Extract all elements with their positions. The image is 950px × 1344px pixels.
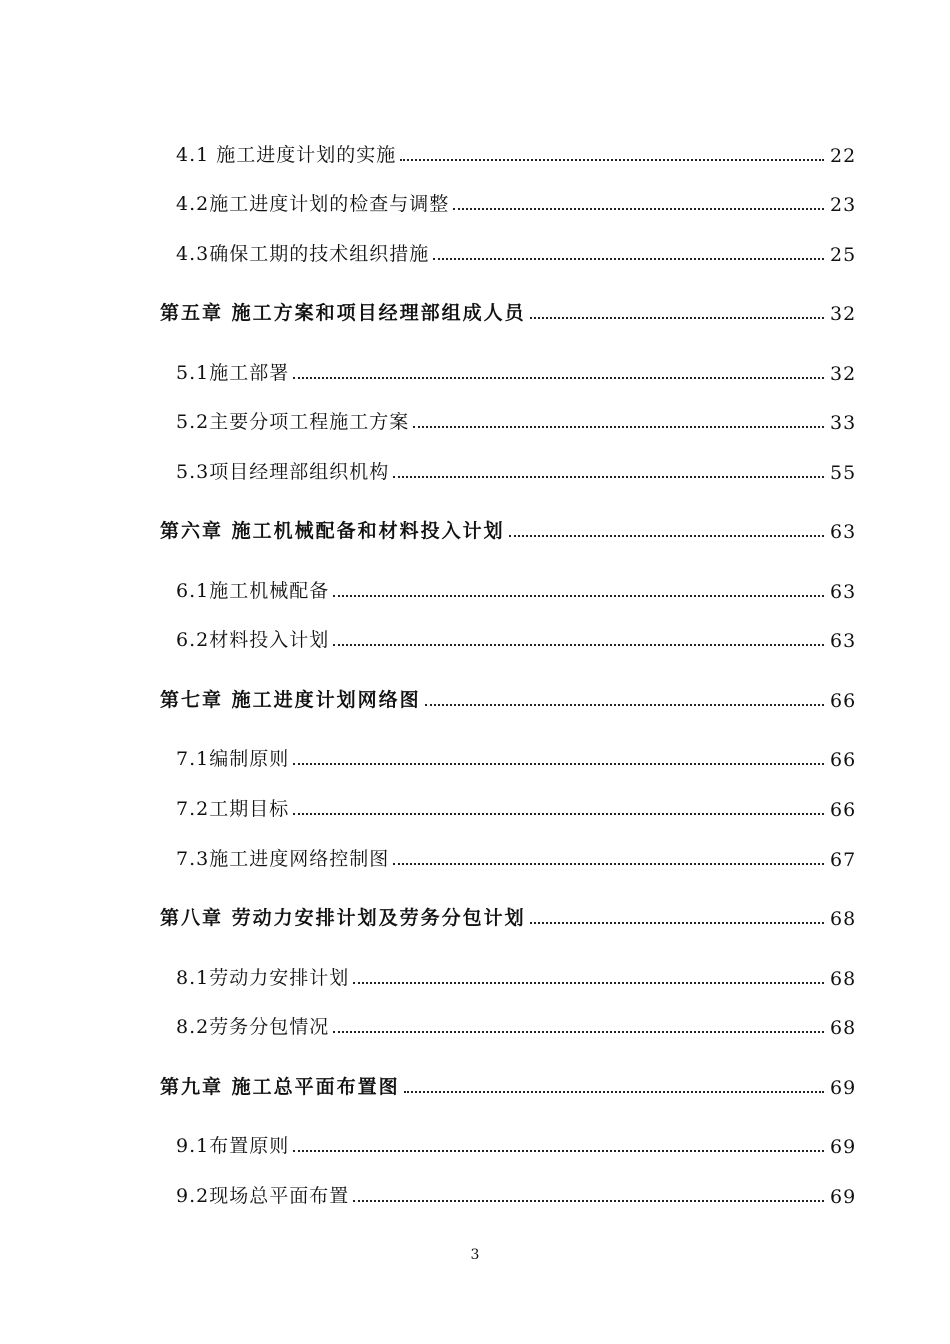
dot-leader	[530, 922, 824, 924]
toc-entry-label: 8.2劳务分包情况	[176, 1016, 330, 1038]
toc-entry-page: 69	[830, 1136, 857, 1158]
toc-entry[interactable]	[0, 1178, 950, 1208]
toc-entry[interactable]	[0, 404, 950, 434]
dot-leader	[453, 208, 824, 210]
dot-leader	[530, 317, 824, 319]
dot-leader	[293, 763, 824, 765]
toc-entry-page: 25	[830, 244, 857, 266]
toc-entry[interactable]	[0, 1128, 950, 1158]
toc-entry[interactable]	[0, 236, 950, 266]
dot-leader	[293, 1150, 824, 1152]
toc-entry-page: 69	[830, 1186, 857, 1208]
dot-leader	[413, 426, 824, 428]
toc-entry-label: 5.1施工部署	[176, 362, 290, 384]
toc-entry-page: 32	[830, 303, 857, 325]
toc-chapter-label: 第七章 施工进度计划网络图	[160, 689, 421, 711]
toc-entry-label: 5.2主要分项工程施工方案	[176, 411, 410, 433]
toc-entry[interactable]	[0, 622, 950, 652]
toc-entry-page: 55	[830, 462, 857, 484]
toc-entry-page: 68	[830, 1017, 857, 1039]
dot-leader	[425, 704, 824, 706]
toc-entry-label: 6.2材料投入计划	[176, 629, 330, 651]
toc-chapter-entry[interactable]	[0, 295, 950, 325]
toc-entry[interactable]	[0, 1009, 950, 1039]
toc-entry-label: 8.1劳动力安排计划	[176, 967, 350, 989]
toc-entry-page: 69	[830, 1077, 857, 1099]
dot-leader	[293, 377, 824, 379]
toc-chapter-entry[interactable]	[0, 1069, 950, 1099]
toc-entry-page: 66	[830, 799, 857, 821]
dot-leader	[393, 863, 824, 865]
toc-entry-page: 63	[830, 630, 857, 652]
toc-entry-label: 9.1布置原则	[176, 1135, 290, 1157]
toc-entry[interactable]	[0, 791, 950, 821]
toc-entry-page: 66	[830, 690, 857, 712]
toc-entry-label: 5.3项目经理部组织机构	[176, 461, 390, 483]
toc-entry-label: 7.1编制原则	[176, 748, 290, 770]
toc-chapter-entry[interactable]	[0, 682, 950, 712]
toc-chapter-label: 第五章 施工方案和项目经理部组成人员	[160, 302, 526, 324]
dot-leader	[293, 813, 824, 815]
toc-entry-page: 63	[830, 581, 857, 603]
toc-entry-label: 7.3施工进度网络控制图	[176, 848, 390, 870]
toc-entry-label: 9.2现场总平面布置	[176, 1185, 350, 1207]
toc-entry-page: 32	[830, 363, 857, 385]
toc-entry[interactable]	[0, 186, 950, 216]
toc-entry-page: 68	[830, 968, 857, 990]
dot-leader	[404, 1091, 824, 1093]
dot-leader	[333, 595, 824, 597]
toc-entry-page: 22	[830, 145, 857, 167]
toc-entry[interactable]	[0, 454, 950, 484]
toc-entry-label: 4.2施工进度计划的检查与调整	[176, 193, 450, 215]
toc-entry[interactable]	[0, 960, 950, 990]
toc-entry[interactable]	[0, 741, 950, 771]
dot-leader	[400, 159, 824, 161]
toc-entry-page: 63	[830, 521, 857, 543]
toc-entry[interactable]	[0, 355, 950, 385]
toc-entry-label: 6.1施工机械配备	[176, 580, 330, 602]
dot-leader	[433, 258, 824, 260]
toc-entry[interactable]	[0, 137, 950, 167]
toc-entry-page: 66	[830, 749, 857, 771]
toc-entry-page: 67	[830, 849, 857, 871]
dot-leader	[353, 982, 824, 984]
toc-chapter-label: 第九章 施工总平面布置图	[160, 1076, 400, 1098]
dot-leader	[333, 1031, 824, 1033]
toc-entry[interactable]	[0, 841, 950, 871]
dot-leader	[353, 1200, 824, 1202]
toc-entry-page: 68	[830, 908, 857, 930]
toc-chapter-entry[interactable]	[0, 900, 950, 930]
dot-leader	[509, 535, 824, 537]
dot-leader	[333, 644, 824, 646]
page-number: 3	[470, 1247, 480, 1263]
toc-entry-label: 4.1 施工进度计划的实施	[176, 144, 397, 166]
toc-entry[interactable]	[0, 573, 950, 603]
toc-entry-page: 33	[830, 412, 857, 434]
toc-entry-label: 4.3确保工期的技术组织措施	[176, 243, 430, 265]
toc-entry-page: 23	[830, 194, 857, 216]
toc-entry-label: 7.2工期目标	[176, 798, 290, 820]
toc-chapter-label: 第八章 劳动力安排计划及劳务分包计划	[160, 907, 526, 929]
toc-chapter-entry[interactable]	[0, 513, 950, 543]
dot-leader	[393, 476, 824, 478]
toc-chapter-label: 第六章 施工机械配备和材料投入计划	[160, 520, 505, 542]
